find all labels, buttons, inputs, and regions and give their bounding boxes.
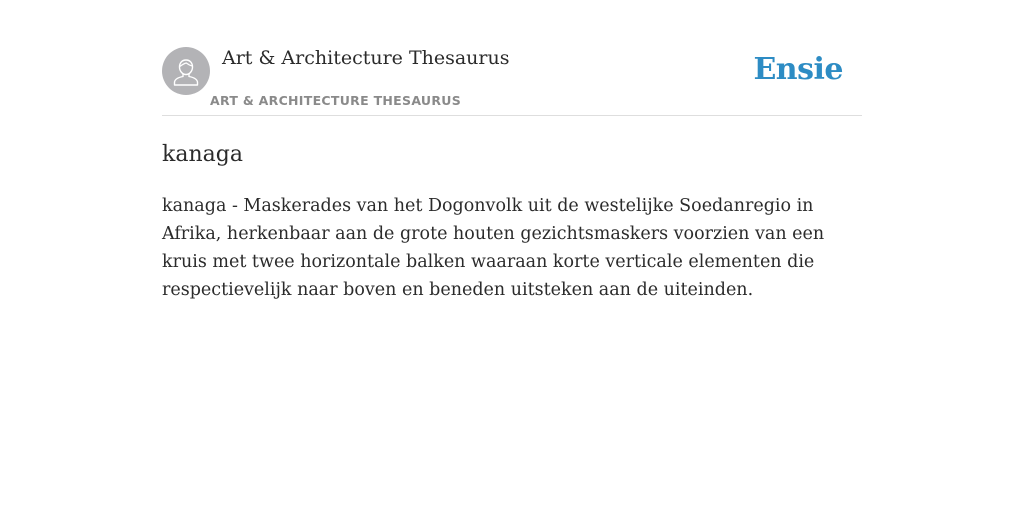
source-header [162,46,862,116]
entry-definition: kanaga - Maskerades van het Dogonvolk uit de westelijke Soedanregio in Afrika, herkenbaar aan de grote houten gezichtsmaskers voorzien van een kruis met twee horizontale balken waaraan korte verticale elementen die respectievelijk naar boven en beneden uitsteken aan de uiteinden. [162,196,825,300]
entry-term: kanaga [162,142,243,167]
source-subtitle: ART & ARCHITECTURE THESAURUS [210,93,462,108]
ensie-logo[interactable]: Ensie [753,52,843,87]
source-title-link[interactable]: Art & Architecture Thesaurus [222,47,510,69]
user-silhouette-icon [162,47,210,95]
source-avatar[interactable] [162,47,210,95]
